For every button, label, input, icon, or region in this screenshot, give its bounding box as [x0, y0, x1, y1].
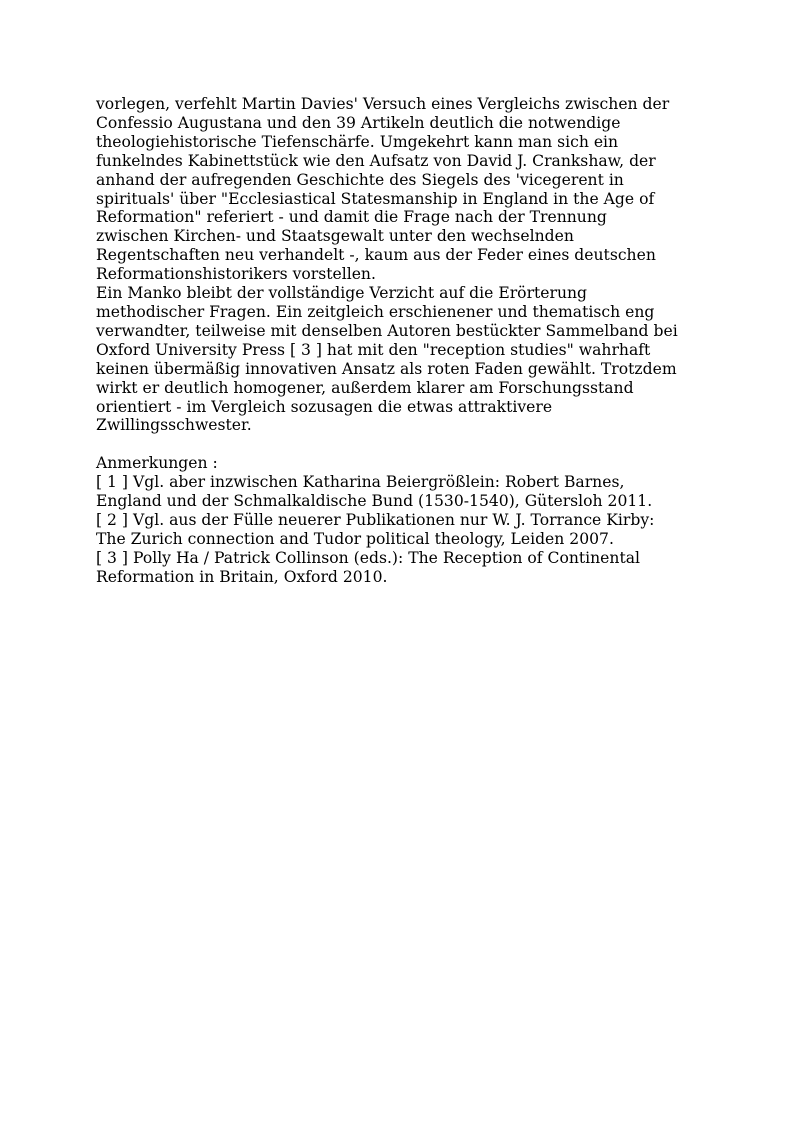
text-line: anhand der aufregenden Geschichte des Siegels des 'vicegerent in: [96, 170, 624, 189]
footnote-line: [ 3 ] Polly Ha / Patrick Collinson (eds.): The Reception of Continental: [96, 548, 640, 567]
text-line: vorlegen, verfehlt Martin Davies' Versuch eines Vergleichs zwischen der: [96, 95, 670, 113]
footnote-item: [96, 549, 716, 587]
text-line: Reformation" referiert - und damit die Frage nach der Trennung: [96, 208, 607, 227]
text-line: keinen übermäßig innovativen Ansatz als roten Faden gewählt. Trotzdem: [96, 359, 677, 378]
footnote-item: [96, 511, 716, 549]
text-line: Reformationshistorikers vorstellen.: [96, 265, 376, 284]
footnote-line: The Zurich connection and Tudor political theology, Leiden 2007.: [96, 529, 614, 548]
text-line: verwandter, teilweise mit denselben Autoren bestückter Sammelband bei: [96, 321, 678, 340]
footnote-line: [ 1 ] Vgl. aber inzwischen Katharina Beiergrößlein: Robert Barnes,: [96, 473, 625, 492]
footnote-line: [ 2 ] Vgl. aus der Fülle neuerer Publikationen nur W. J. Torrance Kirby:: [96, 510, 655, 529]
paragraph-spacer: [96, 435, 716, 454]
text-line: theologiehistorische Tiefenschärfe. Umgekehrt kann man sich ein: [96, 132, 619, 151]
footnote-item: [96, 473, 716, 511]
text-line: funkelndes Kabinettstück wie den Aufsatz von David J. Crankshaw, der: [96, 151, 656, 170]
body-paragraph: [96, 95, 716, 284]
text-line: Confessio Augustana und den 39 Artikeln deutlich die notwendige: [96, 113, 621, 132]
text-line: Ein Manko bleibt der vollständige Verzicht auf die Erörterung: [96, 284, 588, 303]
footnotes-section: [96, 454, 716, 586]
text-line: Oxford University Press [ 3 ] hat mit den "reception studies" wahrhaft: [96, 340, 651, 359]
text-line: zwischen Kirchen- und Staatsgewalt unter den wechselnden: [96, 227, 574, 246]
text-line: Zwillingsschwester.: [96, 416, 252, 435]
text-line: Regentschaften neu verhandelt -, kaum aus der Feder eines deutschen: [96, 246, 656, 265]
body-paragraph: [96, 284, 716, 435]
text-line: methodischer Fragen. Ein zeitgleich erschienener und thematisch eng: [96, 302, 655, 321]
footnotes-heading: Anmerkungen :: [96, 454, 218, 473]
footnote-line: Reformation in Britain, Oxford 2010.: [96, 567, 388, 586]
footnote-line: England und der Schmalkaldische Bund (1530-1540), Gütersloh 2011.: [96, 492, 653, 511]
text-line: orientiert - im Vergleich sozusagen die etwas attraktivere: [96, 397, 553, 416]
text-line: wirkt er deutlich homogener, außerdem klarer am Forschungsstand: [96, 378, 634, 397]
document-page: [96, 95, 716, 587]
text-line: spirituals' über "Ecclesiastical Statesmanship in England in the Age of: [96, 189, 655, 208]
